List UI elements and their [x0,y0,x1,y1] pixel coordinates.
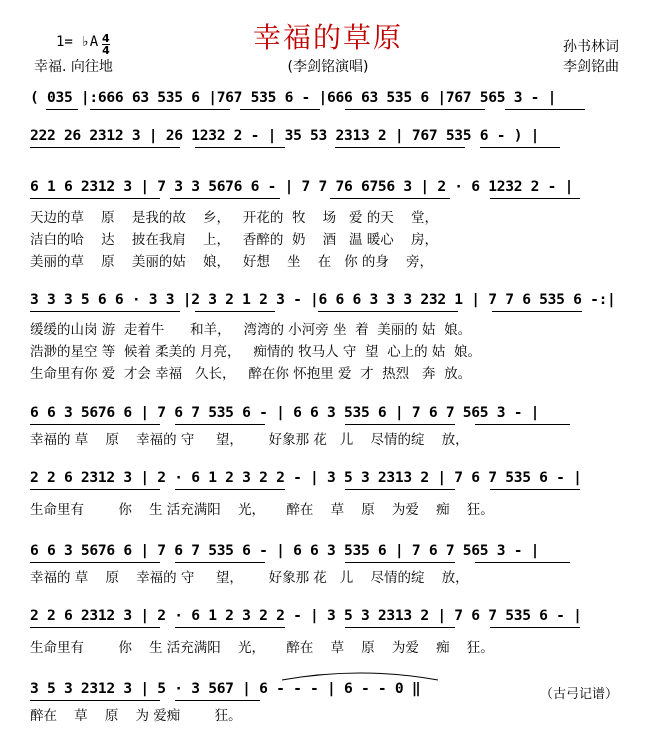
beat-underline [475,424,570,425]
beat-underline [345,109,485,110]
beat-underline [46,109,78,110]
lyric-verse-5: 浩渺的星空 等 候着 柔美的 月亮， 痴情的 牧马人 守 望 心上的 姑 娘。 [30,344,481,360]
beat-underline [345,489,455,490]
tie-arc [280,668,440,682]
composer-credit: 李剑铭曲 [563,59,619,75]
score-line-3: 6 1 6 2312 3 | 7 3 3 5676 6 - | 7 7 76 6756 3 | 2 · 6 1232 2 - | [30,178,574,195]
beat-underline [175,489,285,490]
lyric-verse-3: 美丽的草 原 美丽的姑 娘， 好想 坐 在 你 的身 旁， [30,254,434,270]
time-signature-numerator: 4 [102,32,110,45]
beat-underline [175,424,265,425]
transcriber-credit: （古弓记谱） [540,687,619,702]
mood-marking: 幸福. 向往地 [34,59,113,75]
lyric-verse-1: 天边的草 原 是我的故 乡， 开花的 牧 场 爱 的天 堂， [30,210,438,226]
beat-underline [195,311,275,312]
beat-underline [30,424,160,425]
score-line-2: 222 26 2312 3 | 26 1232 2 - | 35 53 2313 2 | 767 535 6 - ) | [30,127,540,144]
beat-underline [30,562,160,563]
performer-subtitle: (李剑铭演唱) [287,59,369,75]
score-line-6: 2 2 6 2312 3 | 2 · 6 1 2 3 2 2 - | 3 5 3 2313 2 | 7 6 7 535 6 - | [30,469,582,486]
score-line-9: 3 5 3 2312 3 | 5 · 3 567 | 6 - - - | 6 - - 0 ‖ [30,680,421,697]
beat-underline [175,700,260,701]
beat-underline [490,489,580,490]
lyric-refrain-4: 生命里有 你 生 活充满阳 光， 醉在 草 原 为爱 痴 狂。 [30,640,494,656]
score-line-4: 3 3 3 5 6 6 · 3 3 |2 3 2 1 2 3 - |6 6 6 3 3 3 232 1 | 7 7 6 535 6 -:| [30,291,616,308]
beat-underline [345,424,455,425]
key-signature: 1= ♭A [56,34,99,50]
score-line-8: 2 2 6 2312 3 | 2 · 6 1 2 3 2 2 - | 3 5 3 2313 2 | 7 6 7 535 6 - | [30,607,582,624]
lyric-verse-4: 缓缓的山岗 游 走着牛 和羊， 湾湾的 小河旁 坐 着 美丽的 姑 娘。 [30,322,472,338]
score-line-5: 6 6 3 5676 6 | 7 6 7 535 6 - | 6 6 3 535 6 | 7 6 7 565 3 - | [30,404,540,421]
lyricist-credit: 孙书林词 [563,39,619,55]
beat-underline [30,147,180,148]
beat-underline [492,311,582,312]
lyric-refrain-2: 生命里有 你 生 活充满阳 光， 醉在 草 原 为爱 痴 狂。 [30,502,494,518]
beat-underline [475,562,570,563]
beat-underline [490,627,580,628]
beat-underline [345,627,455,628]
beat-underline [345,562,455,563]
beat-underline [330,198,450,199]
beat-underline [240,109,320,110]
lyric-ending: 醉在 草 原 为 爱痴 狂。 [30,708,242,724]
time-signature-denominator: 4 [102,44,110,57]
beat-underline [175,562,265,563]
page-title: 幸福的草原 [252,21,403,54]
beat-underline [170,198,280,199]
beat-underline [490,198,580,199]
beat-underline [175,627,285,628]
beat-underline [30,627,160,628]
lyric-refrain-1: 幸福的 草 原 幸福的 守 望， 好象那 花 儿 尽情的绽 放， [30,432,469,448]
beat-underline [30,198,160,199]
lyric-refrain-3: 幸福的 草 原 幸福的 守 望， 好象那 花 儿 尽情的绽 放， [30,570,469,586]
beat-underline [335,147,465,148]
score-line-1: ( 035 |:666 63 535 6 |767 535 6 - |666 63 535 6 |767 565 3 - | [30,89,557,106]
lyric-verse-6: 生命里有你 爱 才会 幸福 久长， 醉在你 怀抱里 爱 才 热烈 奔 放。 [30,366,472,382]
beat-underline [90,109,230,110]
lyric-verse-2: 洁白的哈 达 披在我肩 上， 香醉的 奶 酒 温 暖心 房， [30,232,438,248]
beat-underline [505,109,585,110]
score-line-7: 6 6 3 5676 6 | 7 6 7 535 6 - | 6 6 3 535 6 | 7 6 7 565 3 - | [30,542,540,559]
beat-underline [30,311,180,312]
beat-underline [480,147,560,148]
beat-underline [195,147,285,148]
beat-underline [30,700,160,701]
beat-underline [30,489,160,490]
beat-underline [318,311,458,312]
